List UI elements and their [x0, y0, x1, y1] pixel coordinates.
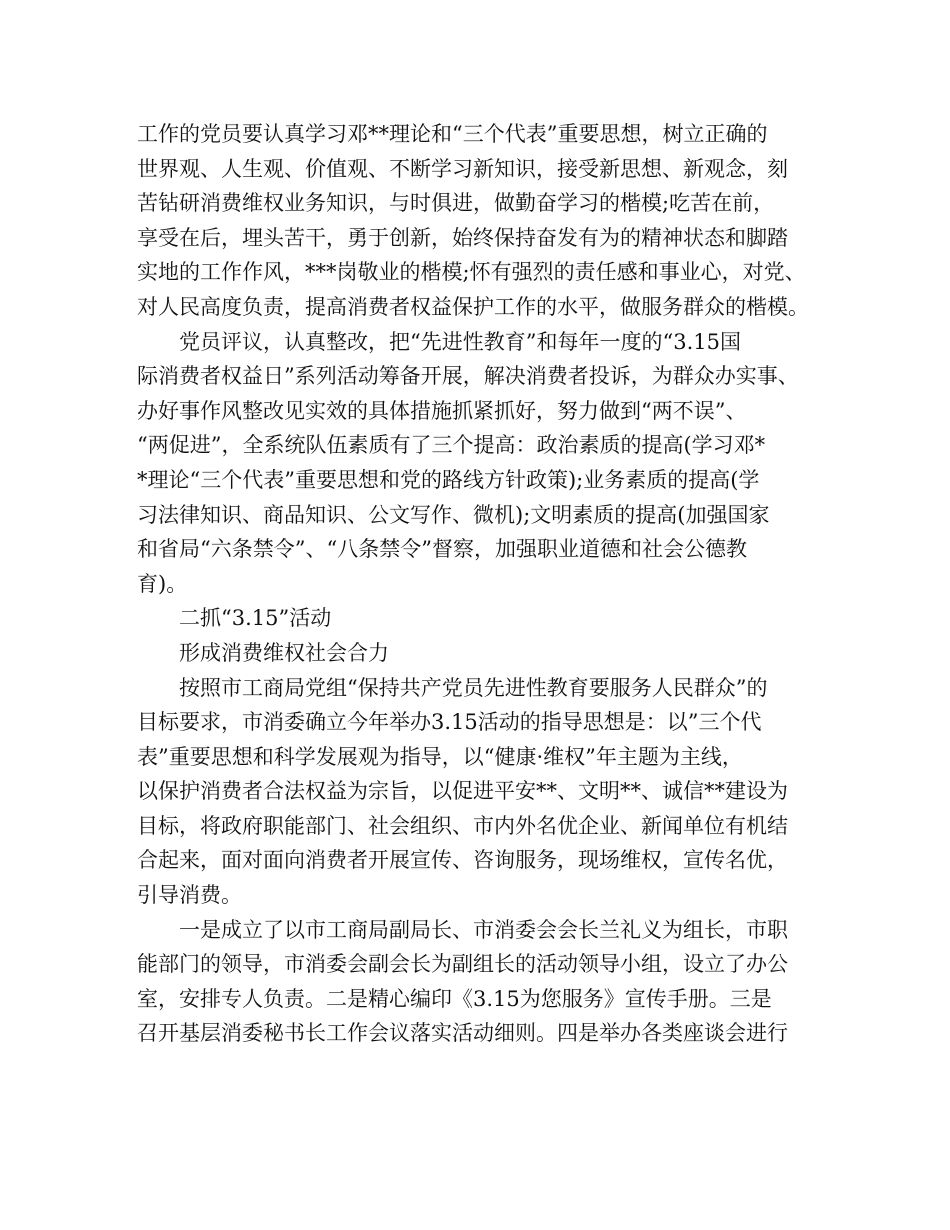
text-line: 引导消费。 [137, 883, 242, 908]
text-line: “两促进”，全系统队伍素质有了三个提高：政治素质的提高(学习邓* [137, 433, 766, 458]
text-line: 育)。 [137, 571, 188, 596]
paragraph-start-line: 党员评议，认真整改，把“先进性教育”和每年一度的“3.15国 [179, 329, 741, 354]
text-line: 和省局“六条禁令”、“八条禁令”督察，加强职业道德和社会公德教 [137, 537, 747, 562]
paragraph-start-line: 按照市工商局党组“保持共产党员先进性教育要服务人民群众”的 [179, 675, 768, 700]
text-line: 合起来，面对面向消费者开展宣传、咨询服务，现场维权，宣传名优， [137, 848, 788, 873]
text-line: 享受在后，埋头苦干，勇于创新，始终保持奋发有为的精神状态和脚踏 [137, 225, 788, 250]
text-line: 实地的工作作风，***岗敬业的楷模;怀有强烈的责任感和事业心，对党、 [137, 260, 806, 285]
text-line: 召开基层消委秘书长工作会议落实活动细则。四是举办各类座谈会进行 [137, 1021, 788, 1046]
text-line: 表”重要思想和科学发展观为指导，以“健康·维权”年主题为主线， [137, 744, 743, 769]
paragraph-start-line: 一是成立了以市工商局副局长、市消委会会长兰礼义为组长，市职 [179, 917, 788, 942]
text-line: 习法律知识、商品知识、公文写作、微机);文明素质的提高(加强国家 [137, 502, 770, 527]
text-line: 室，安排专人负责。二是精心编印《3.15为您服务》宣传手册。三是 [137, 986, 772, 1011]
text-line: *理论“三个代表”重要思想和党的路线方针政策);业务素质的提高(学 [137, 467, 760, 492]
text-line: 能部门的领导，市消委会副会长为副组长的活动领导小组，设立了办公 [137, 952, 788, 977]
section-heading: 二抓“3.15”活动 [179, 606, 332, 631]
text-line: 工作的党员要认真学习邓**理论和“三个代表”重要思想，树立正确的 [137, 122, 768, 146]
text-line: 以保护消费者合法权益为宗旨，以促进平安**、文明**、诚信**建设为 [137, 779, 788, 804]
text-line: 苦钻研消费维权业务知识，与时俱进，做勤奋学习的楷模;吃苦在前， [137, 191, 775, 216]
text-line: 对人民高度负责，提高消费者权益保护工作的水平，做服务群众的楷模。 [137, 294, 809, 319]
document-body [137, 117, 827, 1051]
section-subheading: 形成消费维权社会合力 [179, 640, 389, 665]
text-line: 目标要求，市消委确立今年举办3.15活动的指导思想是：以”三个代 [137, 710, 762, 735]
text-line: 际消费者权益日”系列活动筹备开展，解决消费者投诉，为群众办实事、 [137, 364, 799, 389]
text-line: 目标，将政府职能部门、社会组织、市内外名优企业、新闻单位有机结 [137, 813, 788, 838]
text-line: 办好事作风整改见实效的具体措施抓紧抓好，努力做到“两不误”、 [137, 398, 747, 423]
text-line: 世界观、人生观、价值观、不断学习新知识，接受新思想、新观念，刻 [137, 156, 788, 181]
